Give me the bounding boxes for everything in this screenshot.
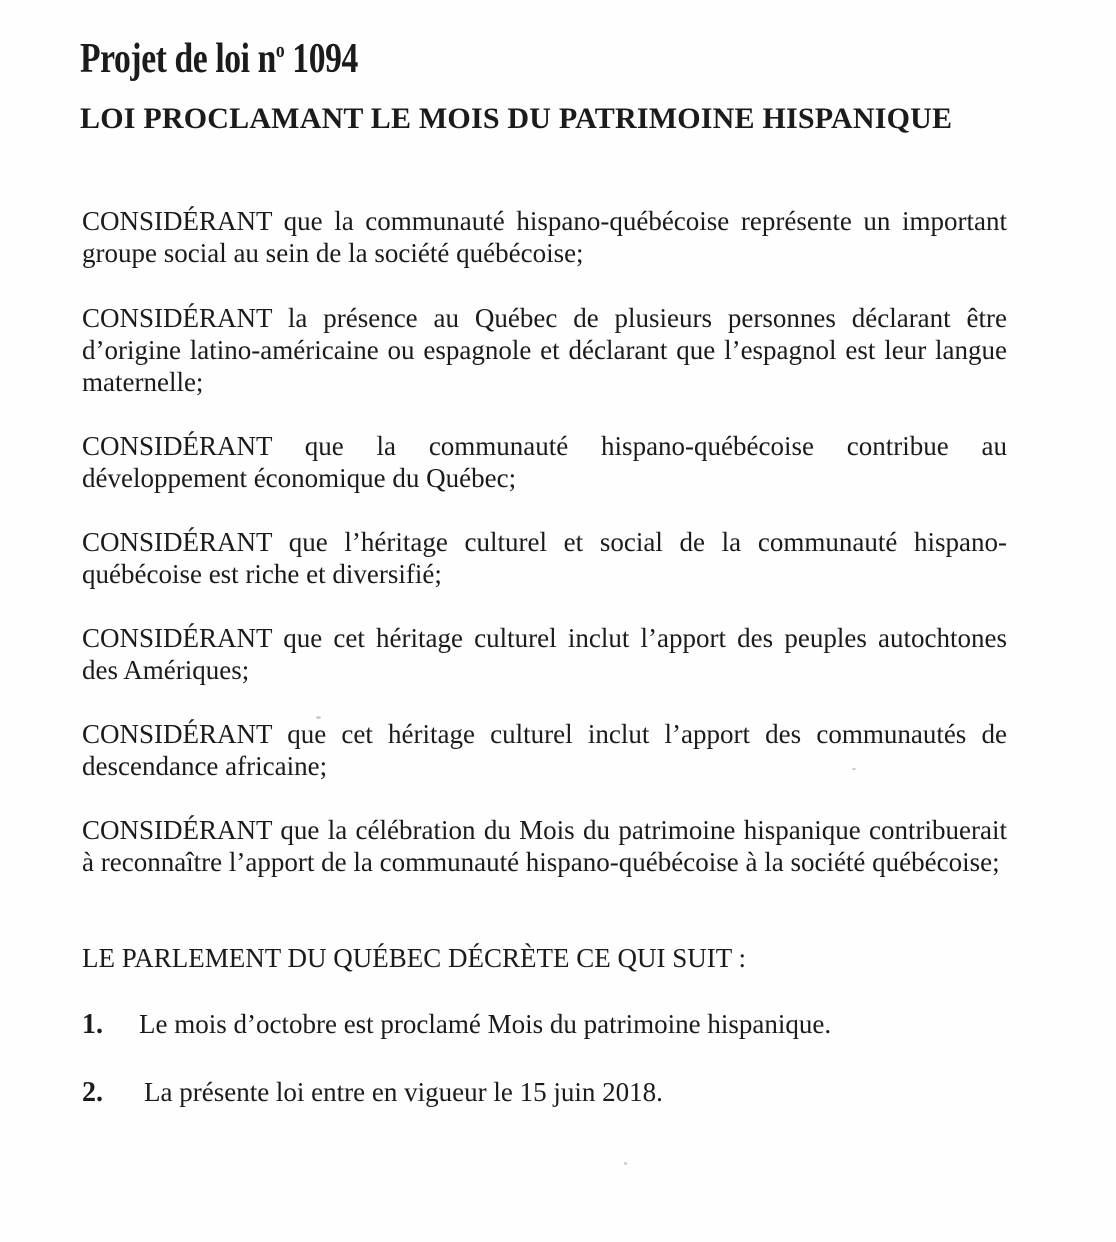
- bill-title-prefix: Projet de loi n: [80, 36, 276, 82]
- recital-text: que cet héritage culturel inclut l’apport des communautés de descendance africaine;: [82, 719, 1007, 781]
- recital-text: que la communauté hispano-québécoise représente un important groupe social au sein de la société québécoise;: [82, 206, 1007, 268]
- bill-title-superscript: o: [275, 37, 285, 62]
- recital-keyword: CONSIDÉRANT: [82, 206, 273, 236]
- recital-text: la présence au Québec de plusieurs personnes déclarant être d’origine latino-américaine ou espagnole et déclarant que l’espagnol est leur langue maternelle;: [82, 303, 1007, 397]
- recital-keyword: CONSIDÉRANT: [82, 815, 273, 845]
- recital: [82, 302, 1007, 398]
- recital-keyword: CONSIDÉRANT: [82, 623, 273, 653]
- article-number: 1.: [82, 1009, 103, 1040]
- bill-title: [80, 38, 358, 80]
- recital: [82, 814, 1007, 878]
- decree-statement: LE PARLEMENT DU QUÉBEC DÉCRÈTE CE QUI SUIT :: [82, 943, 747, 973]
- recital-text: que l’héritage culturel et social de la communauté hispano-québécoise est riche et diversifié;: [82, 527, 1007, 589]
- scan-speck: [316, 716, 321, 719]
- recital-keyword: CONSIDÉRANT: [82, 303, 273, 333]
- recital-text: que cet héritage culturel inclut l’apport des peuples autochtones des Amériques;: [82, 623, 1007, 685]
- recital: [82, 622, 1007, 686]
- article-number: 2.: [82, 1077, 103, 1108]
- scan-speck: [624, 1162, 627, 1165]
- recital-keyword: CONSIDÉRANT: [82, 527, 273, 557]
- article-text: Le mois d’octobre est proclamé Mois du patrimoine hispanique.: [139, 1009, 832, 1039]
- recital-keyword: CONSIDÉRANT: [82, 719, 273, 749]
- scan-speck: [852, 768, 856, 770]
- bill-subtitle: LOI PROCLAMANT LE MOIS DU PATRIMOINE HISPANIQUE: [80, 102, 953, 135]
- recital: [82, 205, 1007, 269]
- bill-number: 1094: [292, 36, 358, 82]
- recital-text: que la célébration du Mois du patrimoine hispanique contribuerait à reconnaître l’apport de la communauté hispano-québécoise à la société québécoise;: [82, 815, 1007, 877]
- article: [82, 1008, 831, 1041]
- recital-text: que la communauté hispano-québécoise contribue au développement économique du Québec;: [82, 431, 1007, 493]
- recital-keyword: CONSIDÉRANT: [82, 431, 273, 461]
- recital: [82, 526, 1007, 590]
- article-text: La présente loi entre en vigueur le 15 juin 2018.: [144, 1077, 663, 1107]
- recital: [82, 718, 1007, 782]
- article: [82, 1076, 663, 1109]
- recital: [82, 430, 1007, 494]
